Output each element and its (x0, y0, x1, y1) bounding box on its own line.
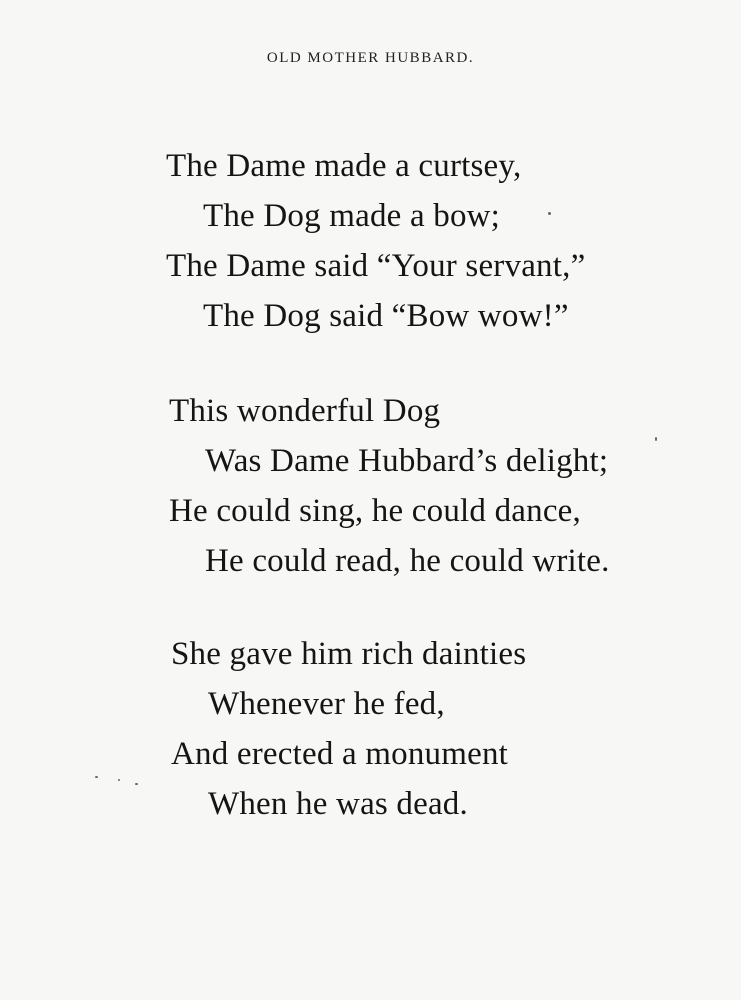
stanza-3-line-3: And erected a monument (171, 736, 509, 772)
stanza-1-line-2: The Dog made a bow; (203, 198, 501, 234)
ink-speck (655, 437, 657, 441)
stanza-2-line-4: He could read, he could write. (205, 543, 610, 579)
ink-speck (135, 783, 138, 785)
ink-speck (548, 212, 551, 215)
stanza-3-line-2: Whenever he fed, (208, 686, 445, 722)
stanza-1-line-3: The Dame said “Your servant,” (166, 248, 586, 284)
stanza-2-line-2: Was Dame Hubbard’s delight; (205, 443, 609, 479)
stanza-3-line-4: When he was dead. (208, 786, 468, 822)
stanza-1-line-4: The Dog said “Bow wow!” (203, 298, 569, 334)
stanza-2-line-3: He could sing, he could dance, (169, 493, 581, 529)
stanza-2-line-1: This wonderful Dog (169, 393, 441, 429)
ink-speck (95, 776, 98, 778)
stanza-3-line-1: She gave him rich dainties (171, 636, 527, 672)
ink-speck (118, 779, 120, 781)
stanza-1-line-1: The Dame made a curtsey, (166, 148, 522, 184)
running-head: OLD MOTHER HUBBARD. (266, 50, 475, 66)
